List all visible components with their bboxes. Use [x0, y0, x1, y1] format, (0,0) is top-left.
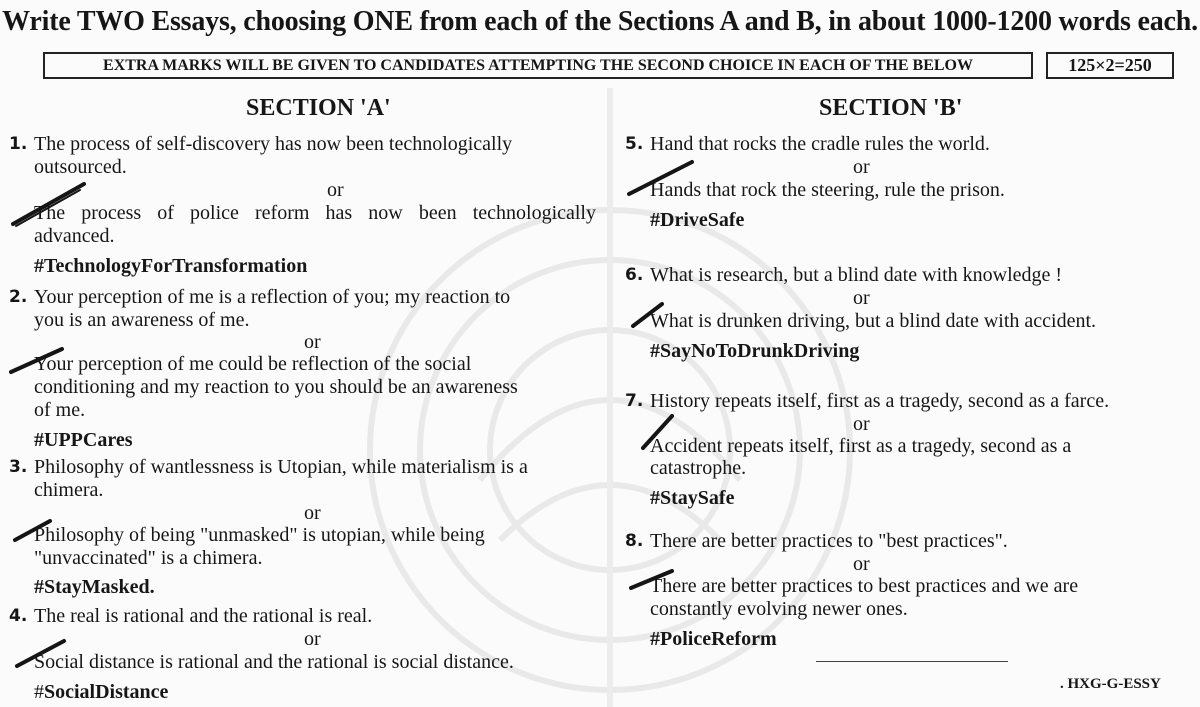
question-4-hashtag-text: SocialDistance: [44, 681, 169, 703]
column-divider: [607, 88, 613, 707]
question-5-text-line: Hand that rocks the cradle rules the world.: [650, 133, 990, 155]
question-6-text-line: What is research, but a blind date with knowledge !: [650, 264, 1063, 286]
question-5-number: 5.: [625, 134, 644, 154]
question-4-alt-text-line: Social distance is rational and the rational is social distance.: [34, 651, 514, 673]
question-6-hashtag: #SayNoToDrunkDriving: [650, 340, 860, 362]
question-4-hashtag-prefix: #: [34, 681, 44, 703]
question-1-alt-text-line: advanced.: [34, 225, 115, 247]
question-2-alt-text-line: conditioning and my reaction to you should be an awareness: [34, 376, 518, 398]
question-7-alt-text-line: catastrophe.: [650, 457, 747, 479]
question-2-text-line: Your perception of me is a reflection of you; my reaction to: [34, 286, 511, 308]
question-2-text-line: you is an awareness of me.: [34, 309, 250, 331]
total-marks: 125×2=250: [1046, 52, 1174, 79]
question-5-hashtag: #DriveSafe: [650, 209, 745, 231]
page-title: Write TWO Essays, choosing ONE from each of the Sections A and B, in about 1000-1200 words each.: [2, 6, 1198, 37]
question-6-number: 6.: [625, 265, 644, 285]
question-2-alt-text-line: of me.: [34, 399, 86, 421]
question-1-hashtag: #TechnologyForTransformation: [34, 255, 308, 277]
question-2-number: 2.: [9, 287, 28, 307]
question-1-alt-text-line: The process of police reform has now been technologically: [34, 202, 596, 224]
question-6-alt-text-line: What is drunken driving, but a blind date with accident.: [650, 310, 1096, 332]
section-b-title: SECTION 'B': [819, 95, 963, 121]
question-3-alt-text-line: "unvaccinated" is a chimera.: [34, 547, 263, 569]
extra-marks-notice: EXTRA MARKS WILL BE GIVEN TO CANDIDATES ATTEMPTING THE SECOND CHOICE IN EACH OF THE BELOW: [43, 52, 1033, 79]
question-8-alt-text-line: There are better practices to best practices and we are: [650, 575, 1079, 597]
question-7-or: or: [853, 413, 870, 435]
question-3-alt-text-line: Philosophy of being "unmasked" is utopian, while being: [34, 524, 485, 546]
question-2-hashtag: #UPPCares: [34, 429, 133, 451]
question-6-or: or: [853, 287, 870, 309]
question-1-text-line: The process of self-discovery has now been technologically: [34, 133, 513, 155]
question-5-or: or: [853, 156, 870, 178]
question-8-alt-text-line: constantly evolving newer ones.: [650, 598, 908, 620]
question-3-text-line: Philosophy of wantlessness is Utopian, while materialism is a: [34, 456, 528, 478]
question-5-alt-text-line: Hands that rock the steering, rule the prison.: [650, 179, 1005, 201]
question-7-hashtag: #StaySafe: [650, 487, 735, 509]
question-4-number: 4.: [9, 606, 28, 626]
question-3-hashtag: #StayMasked.: [34, 576, 155, 598]
question-3-number: 3.: [9, 457, 28, 477]
footer-rule: [816, 661, 1008, 662]
question-7-text-line: History repeats itself, first as a tragedy, second as a farce.: [650, 390, 1110, 412]
question-4-or: or: [304, 628, 321, 650]
question-7-number: 7.: [625, 391, 644, 411]
question-1-number: 1.: [9, 134, 28, 154]
question-8-hashtag: #PoliceReform: [650, 628, 777, 650]
section-a-title: SECTION 'A': [246, 95, 391, 121]
question-2-alt-text-line: Your perception of me could be reflection of the social: [34, 353, 472, 375]
question-3-or: or: [304, 502, 321, 524]
question-3-text-line: chimera.: [34, 479, 104, 501]
question-8-or: or: [853, 553, 870, 575]
question-4-hashtag: [34, 681, 168, 704]
question-1-text-line: outsourced.: [34, 156, 127, 178]
question-4-text-line: The real is rational and the rational is real.: [34, 605, 373, 627]
question-2-or: or: [304, 331, 321, 353]
question-8-text-line: There are better practices to "best practices".: [650, 530, 1008, 552]
question-1-or: or: [327, 179, 344, 201]
question-7-alt-text-line: Accident repeats itself, first as a tragedy, second as a: [650, 435, 1072, 457]
question-8-number: 8.: [625, 531, 644, 551]
paper-code: . HXG-G-ESSY: [1060, 676, 1161, 692]
